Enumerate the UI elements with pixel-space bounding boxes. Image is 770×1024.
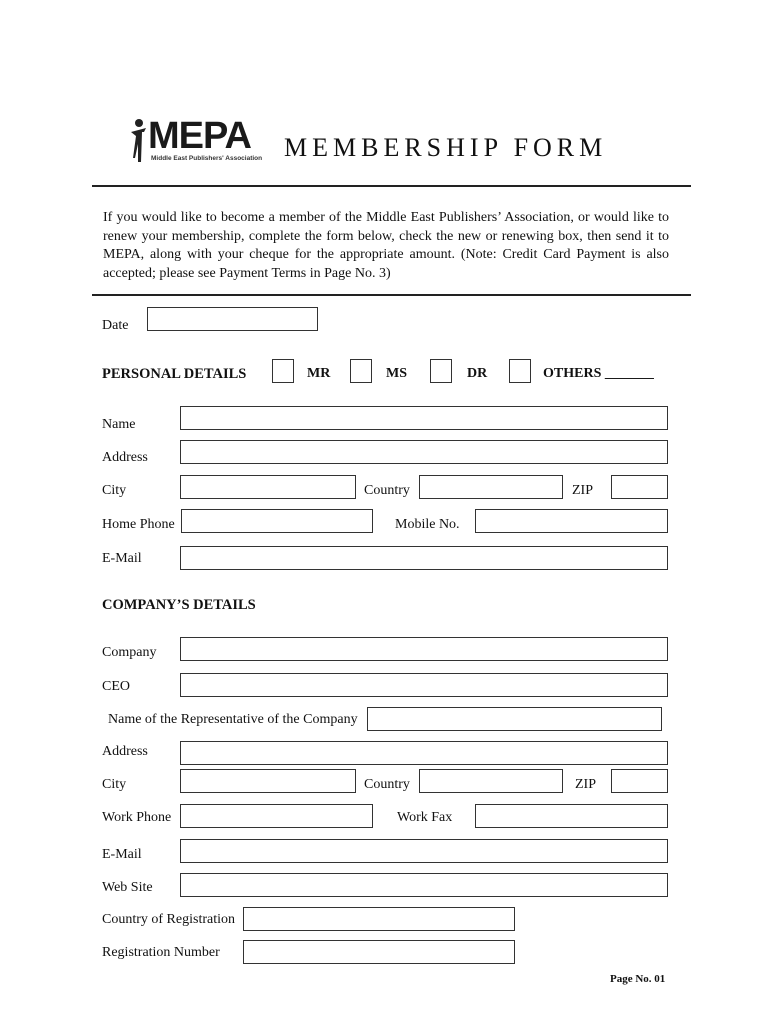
company-city-field[interactable] bbox=[180, 769, 356, 793]
home-phone-label: Home Phone bbox=[102, 517, 175, 532]
company-zip-field[interactable] bbox=[611, 769, 668, 793]
work-fax-field[interactable] bbox=[475, 804, 668, 828]
address-label: Address bbox=[102, 450, 148, 465]
dr-label: DR bbox=[467, 366, 488, 381]
mepa-logo bbox=[128, 115, 263, 166]
company-label: Company bbox=[102, 645, 157, 660]
registration-number-field[interactable] bbox=[243, 940, 515, 964]
top-divider bbox=[92, 185, 691, 187]
form-title: MEMBERSHIP FORM bbox=[284, 133, 608, 162]
company-email-label: E-Mail bbox=[102, 847, 142, 862]
intro-divider bbox=[92, 294, 691, 296]
city-field[interactable] bbox=[180, 475, 356, 499]
mobile-label: Mobile No. bbox=[395, 517, 460, 532]
ceo-label: CEO bbox=[102, 679, 130, 694]
work-fax-label: Work Fax bbox=[397, 810, 453, 825]
mr-label: MR bbox=[307, 366, 331, 381]
logo-subtitle: Middle East Publishers' Association bbox=[151, 155, 263, 162]
company-field[interactable] bbox=[180, 637, 668, 661]
name-label: Name bbox=[102, 417, 136, 432]
date-label: Date bbox=[102, 318, 129, 333]
address-field[interactable] bbox=[180, 440, 668, 464]
company-city-label: City bbox=[102, 777, 127, 792]
personal-details-heading: PERSONAL DETAILS bbox=[102, 366, 247, 382]
zip-label: ZIP bbox=[572, 483, 593, 498]
zip-field[interactable] bbox=[611, 475, 668, 499]
name-field[interactable] bbox=[180, 406, 668, 430]
others-label: OTHERS _______ bbox=[543, 366, 654, 381]
website-field[interactable] bbox=[180, 873, 668, 897]
city-label: City bbox=[102, 483, 127, 498]
date-field[interactable] bbox=[147, 307, 318, 331]
representative-field[interactable] bbox=[367, 707, 662, 731]
work-phone-field[interactable] bbox=[180, 804, 373, 828]
company-email-field[interactable] bbox=[180, 839, 668, 863]
company-country-label: Country bbox=[364, 777, 410, 792]
work-phone-label: Work Phone bbox=[102, 810, 172, 825]
country-registration-field[interactable] bbox=[243, 907, 515, 931]
company-address-label: Address bbox=[102, 744, 148, 759]
person-figure-icon bbox=[128, 118, 150, 164]
mr-checkbox[interactable] bbox=[272, 359, 294, 383]
home-phone-field[interactable] bbox=[181, 509, 373, 533]
company-address-field[interactable] bbox=[180, 741, 668, 765]
ms-checkbox[interactable] bbox=[350, 359, 372, 383]
country-registration-label: Country of Registration bbox=[102, 912, 235, 927]
website-label: Web Site bbox=[102, 880, 153, 895]
company-details-heading: COMPANY’S DETAILS bbox=[102, 597, 256, 613]
mobile-field[interactable] bbox=[475, 509, 668, 533]
intro-paragraph: If you would like to become a member of the Middle East Publishers’ Association, or would like to renew your membership, complete the form below, check the new or renewing box, then send it to MEPA, along with your cheque for the appropriate amount. (Note: Credit Card Payment is also accepted; please see Payment Terms in Page No. 3) bbox=[103, 210, 669, 281]
company-zip-label: ZIP bbox=[575, 777, 596, 792]
email-label: E-Mail bbox=[102, 551, 142, 566]
registration-number-label: Registration Number bbox=[102, 945, 220, 960]
email-field[interactable] bbox=[180, 546, 668, 570]
ms-label: MS bbox=[386, 366, 407, 381]
company-country-field[interactable] bbox=[419, 769, 563, 793]
country-field[interactable] bbox=[419, 475, 563, 499]
page-number: Page No. 01 bbox=[610, 973, 666, 985]
dr-checkbox[interactable] bbox=[430, 359, 452, 383]
representative-label: Name of the Representative of the Company bbox=[108, 712, 358, 727]
ceo-field[interactable] bbox=[180, 673, 668, 697]
others-checkbox[interactable] bbox=[509, 359, 531, 383]
logo-wordmark: MEPA bbox=[148, 115, 251, 157]
country-label: Country bbox=[364, 483, 410, 498]
